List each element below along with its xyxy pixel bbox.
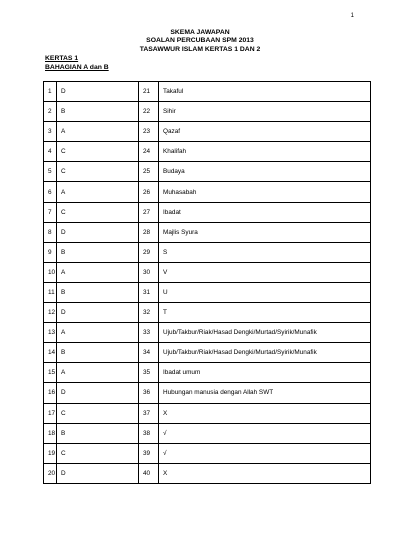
kertas-heading: KERTAS 1 [45, 55, 79, 62]
answer-cell: Ujub/Takbur/Riak/Hasad Dengki/Murtad/Syirik/Munafik [159, 343, 371, 363]
question-number-cell: 16 [44, 383, 57, 403]
header-title: SKEMA JAWAPAN [170, 29, 230, 36]
question-number-cell: 39 [139, 443, 159, 463]
answer-cell: U [159, 282, 371, 302]
question-number-cell: 24 [139, 142, 159, 162]
question-number-cell: 9 [44, 242, 57, 262]
table-row [44, 403, 371, 423]
answer-cell: B [57, 242, 139, 262]
table-row [44, 122, 371, 142]
answer-cell: D [57, 383, 139, 403]
answer-cell: B [57, 343, 139, 363]
answer-cell: X [159, 463, 371, 483]
table-row [44, 303, 371, 323]
answer-cell: T [159, 303, 371, 323]
table-row [44, 262, 371, 282]
question-number-cell: 33 [139, 323, 159, 343]
question-number-cell: 31 [139, 282, 159, 302]
question-number-cell: 22 [139, 102, 159, 122]
answer-table-body [44, 82, 371, 484]
answer-cell: B [57, 423, 139, 443]
question-number-cell: 7 [44, 202, 57, 222]
table-row [44, 182, 371, 202]
table-row [44, 383, 371, 403]
question-number-cell: 38 [139, 423, 159, 443]
question-number-cell: 21 [139, 82, 159, 102]
question-number-cell: 34 [139, 343, 159, 363]
table-row [44, 222, 371, 242]
table-row [44, 363, 371, 383]
question-number-cell: 37 [139, 403, 159, 423]
document-header [0, 29, 400, 54]
question-number-cell: 13 [44, 323, 57, 343]
answer-cell: Hubungan manusia dengan Allah SWT [159, 383, 371, 403]
question-number-cell: 12 [44, 303, 57, 323]
answer-cell: S [159, 242, 371, 262]
answer-cell: A [57, 323, 139, 343]
question-number-cell: 26 [139, 182, 159, 202]
question-number-cell: 30 [139, 262, 159, 282]
answer-cell: A [57, 262, 139, 282]
question-number-cell: 18 [44, 423, 57, 443]
bahagian-heading: BAHAGIAN A dan B [45, 64, 109, 71]
question-number-cell: 32 [139, 303, 159, 323]
question-number-cell: 3 [44, 122, 57, 142]
question-number-cell: 35 [139, 363, 159, 383]
question-number-cell: 25 [139, 162, 159, 182]
question-number-cell: 40 [139, 463, 159, 483]
table-row [44, 162, 371, 182]
answer-cell: Khalifah [159, 142, 371, 162]
question-number-cell: 20 [44, 463, 57, 483]
question-number-cell: 36 [139, 383, 159, 403]
page-number: 1 [350, 13, 354, 19]
answer-cell: Muhasabah [159, 182, 371, 202]
answer-cell: C [57, 403, 139, 423]
answer-cell: C [57, 443, 139, 463]
answer-cell: Takaful [159, 82, 371, 102]
answer-cell: A [57, 122, 139, 142]
question-number-cell: 28 [139, 222, 159, 242]
answer-cell: √ [159, 443, 371, 463]
question-number-cell: 17 [44, 403, 57, 423]
question-number-cell: 10 [44, 262, 57, 282]
answer-cell: V [159, 262, 371, 282]
table-row [44, 202, 371, 222]
answer-cell: C [57, 142, 139, 162]
answer-cell: C [57, 162, 139, 182]
answer-cell: Ujub/Takbur/Riak/Hasad Dengki/Murtad/Syirik/Munafik [159, 323, 371, 343]
answer-cell: D [57, 222, 139, 242]
question-number-cell: 29 [139, 242, 159, 262]
answer-cell: Majlis Syura [159, 222, 371, 242]
answer-cell: B [57, 282, 139, 302]
question-number-cell: 4 [44, 142, 57, 162]
table-row [44, 282, 371, 302]
answer-cell: B [57, 102, 139, 122]
question-number-cell: 27 [139, 202, 159, 222]
header-exam: SOALAN PERCUBAAN SPM 2013 [146, 37, 254, 45]
table-row [44, 343, 371, 363]
question-number-cell: 19 [44, 443, 57, 463]
table-row [44, 102, 371, 122]
table-row [44, 423, 371, 443]
table-row [44, 242, 371, 262]
table-row [44, 82, 371, 102]
question-number-cell: 15 [44, 363, 57, 383]
answer-cell: Ibadat [159, 202, 371, 222]
answer-cell: √ [159, 423, 371, 443]
question-number-cell: 11 [44, 282, 57, 302]
answer-cell: C [57, 202, 139, 222]
answer-cell: Qazaf [159, 122, 371, 142]
table-row [44, 463, 371, 483]
answer-cell: Budaya [159, 162, 371, 182]
question-number-cell: 14 [44, 343, 57, 363]
answer-cell: D [57, 303, 139, 323]
answer-cell: Ibadat umum [159, 363, 371, 383]
question-number-cell: 6 [44, 182, 57, 202]
answer-cell: X [159, 403, 371, 423]
answer-cell: D [57, 82, 139, 102]
question-number-cell: 23 [139, 122, 159, 142]
answer-cell: D [57, 463, 139, 483]
table-row [44, 443, 371, 463]
answer-table [43, 81, 371, 484]
table-row [44, 323, 371, 343]
header-subject: TASAWWUR ISLAM KERTAS 1 DAN 2 [139, 45, 261, 53]
question-number-cell: 8 [44, 222, 57, 242]
answer-cell: A [57, 182, 139, 202]
question-number-cell: 2 [44, 102, 57, 122]
answer-cell: A [57, 363, 139, 383]
table-row [44, 142, 371, 162]
answer-cell: Sihir [159, 102, 371, 122]
question-number-cell: 5 [44, 162, 57, 182]
question-number-cell: 1 [44, 82, 57, 102]
